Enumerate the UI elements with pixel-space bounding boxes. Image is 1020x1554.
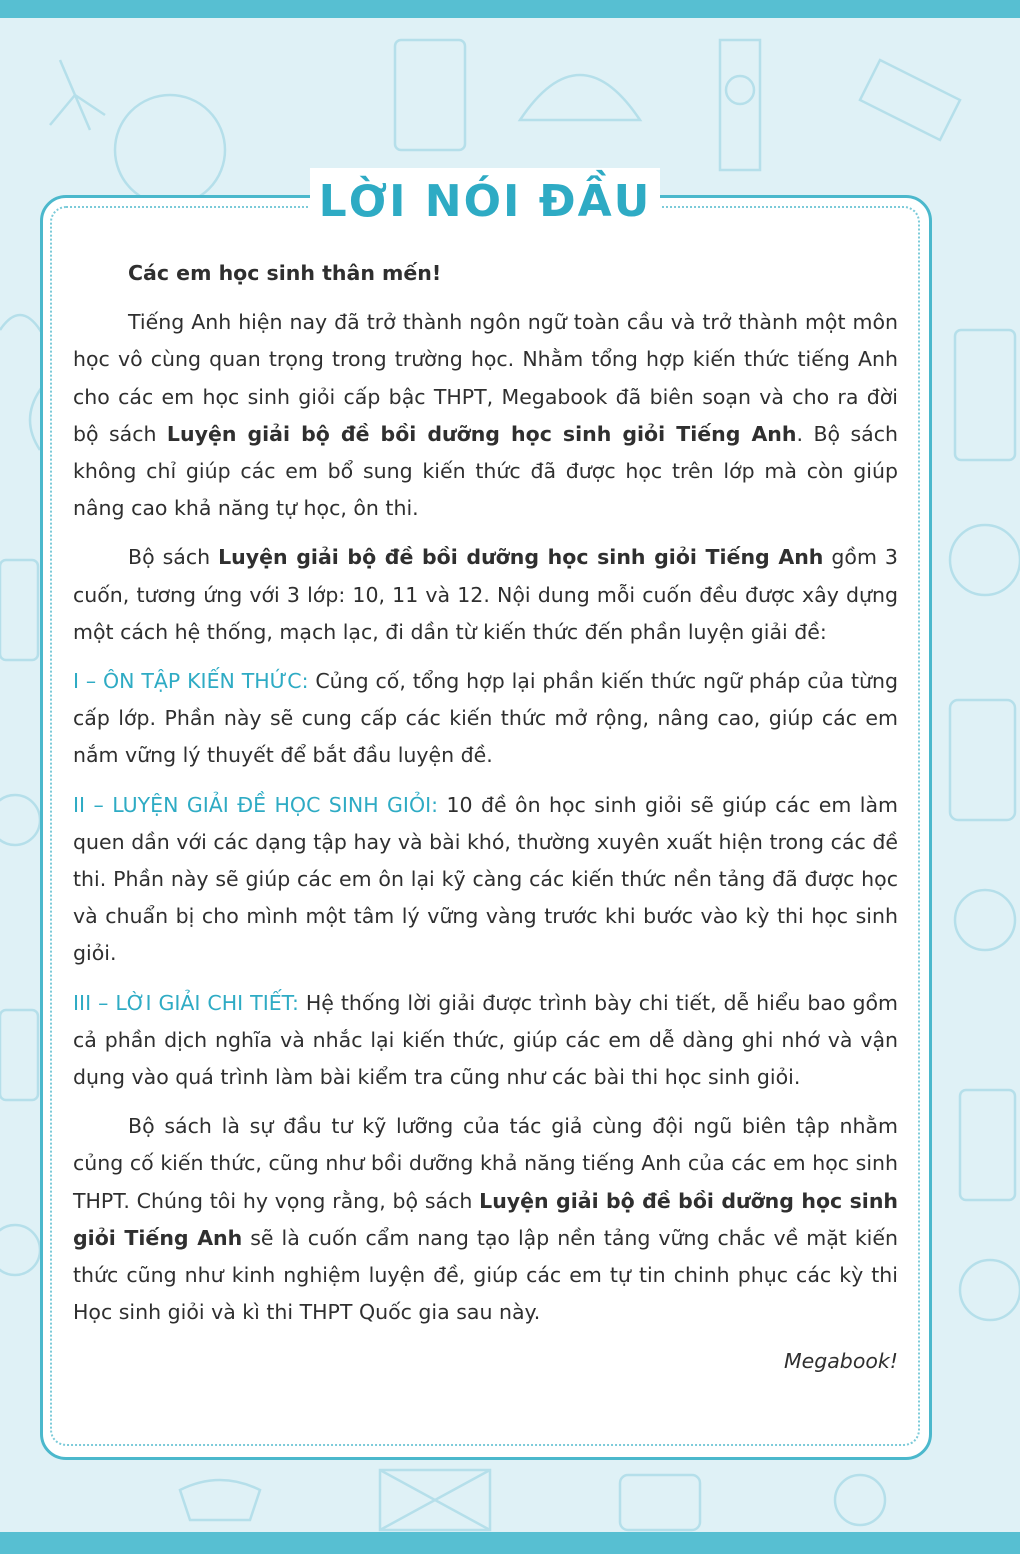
paragraph-structure [73,539,898,651]
paragraph-intro-text-end: . Bộ sách không chỉ giúp các em bổ sung kiến thức đã được học trên lớp mà còn giúp nâng cao khả năng tự học, ôn thi. [73,421,898,521]
figure-doodle [50,60,105,130]
section-heading: I – ÔN TẬP KIẾN THỨC: [73,669,309,694]
hat-doodle [520,75,640,120]
greeting: Các em học sinh thân mến! [128,261,442,285]
signature: Megabook! [783,1349,898,1374]
section-item [73,787,898,973]
section-item [73,663,898,775]
paragraph-closing [73,1108,898,1331]
section-item [73,985,898,1097]
book-title-bold: Luyện giải bộ đề bồi dưỡng học sinh giỏi Tiếng Anh [166,421,797,446]
section-text: Củng cố, tổng hợp lại phần kiến thức ngữ pháp của từng cấp lớp. Phần này sẽ cung cấp các kiến thức mở rộng, nâng cao, giúp các em nắm vững lý thuyết để bắt đầu luyện đề. [73,669,898,768]
paragraph-intro-text: Tiếng Anh hiện nay đã trở thành ngôn ngữ toàn cầu và trở thành một môn học vô cùng quan trọng trong trường học. Nhằm tổng hợp kiến thức tiếng Anh cho các em học sinh giỏi cấp bậc THPT, Megabook đã biên soạn và cho ra đời bộ sách [73,310,898,446]
section-text: Hệ thống lời giải được trình bày chi tiết, dễ hiểu bao gồm cả phần dịch nghĩa và nhắc lại kiến thức, giúp các em dễ dàng ghi nhớ và vận dụng vào quá trình làm bài kiểm tra cũng như các bài thi học sinh giỏi. [73,990,898,1090]
letter-body [73,255,898,1393]
phone-box-doodle [395,40,465,150]
bus-doodle [860,60,960,140]
paragraph-structure-text: Bộ sách [128,545,219,570]
paragraph-closing-text-end: sẽ là cuốn cẩm nang tạo lập nền tảng vững chắc về mặt kiến thức cũng như kinh nghiệm luyện đề, giúp các em tự tin chinh phục các kỳ thi Học sinh giỏi và kì thi THPT Quốc gia sau này. [73,1225,898,1325]
section-text: 10 đề ôn học sinh giỏi sẽ giúp các em làm quen dần với các dạng tập hay và bài khó, thường xuyên xuất hiện trong các đề thi. Phần này sẽ giúp các em ôn lại kỹ càng các kiến thức nền tảng đã được học và chuẩn bị cho mình một tâm lý vững vàng trước khi bước vào kỳ thi học sinh giỏi. [73,792,898,966]
section-heading: III – LỜI GIẢI CHI TIẾT: [73,990,299,1015]
book-title-bold: Luyện giải bộ đề bồi dưỡng học sinh giỏi Tiếng Anh [218,545,824,570]
section-heading: II – LUYỆN GIẢI ĐỀ HỌC SINH GIỎI: [73,792,439,817]
title-banner [310,168,660,236]
page-title: LỜI NÓI ĐẦU [318,176,652,227]
bottom-color-band [0,1532,1020,1554]
paragraph-closing-text: Bộ sách là sự đầu tư kỹ lưỡng của tác giả cùng đội ngũ biên tập nhằm củng cố kiến thức, cũng như bồi dưỡng khả năng tiếng Anh của các em học sinh THPT. Chúng tôi hy vọng rằng, bộ sách [73,1114,898,1213]
balloon-doodle [115,95,225,205]
book-title-bold: Luyện giải bộ đề bồi dưỡng học sinh giỏi Tiếng Anh [73,1188,899,1250]
paragraph-structure-text-end: gồm 3 cuốn, tương ứng với 3 lớp: 10, 11 và 12. Nội dung mỗi cuốn đều được xây dựng một cách hệ thống, mạch lạc, đi dần từ kiến thức đến phần luyện giải đề: [73,545,898,644]
paragraph-intro [73,304,898,527]
